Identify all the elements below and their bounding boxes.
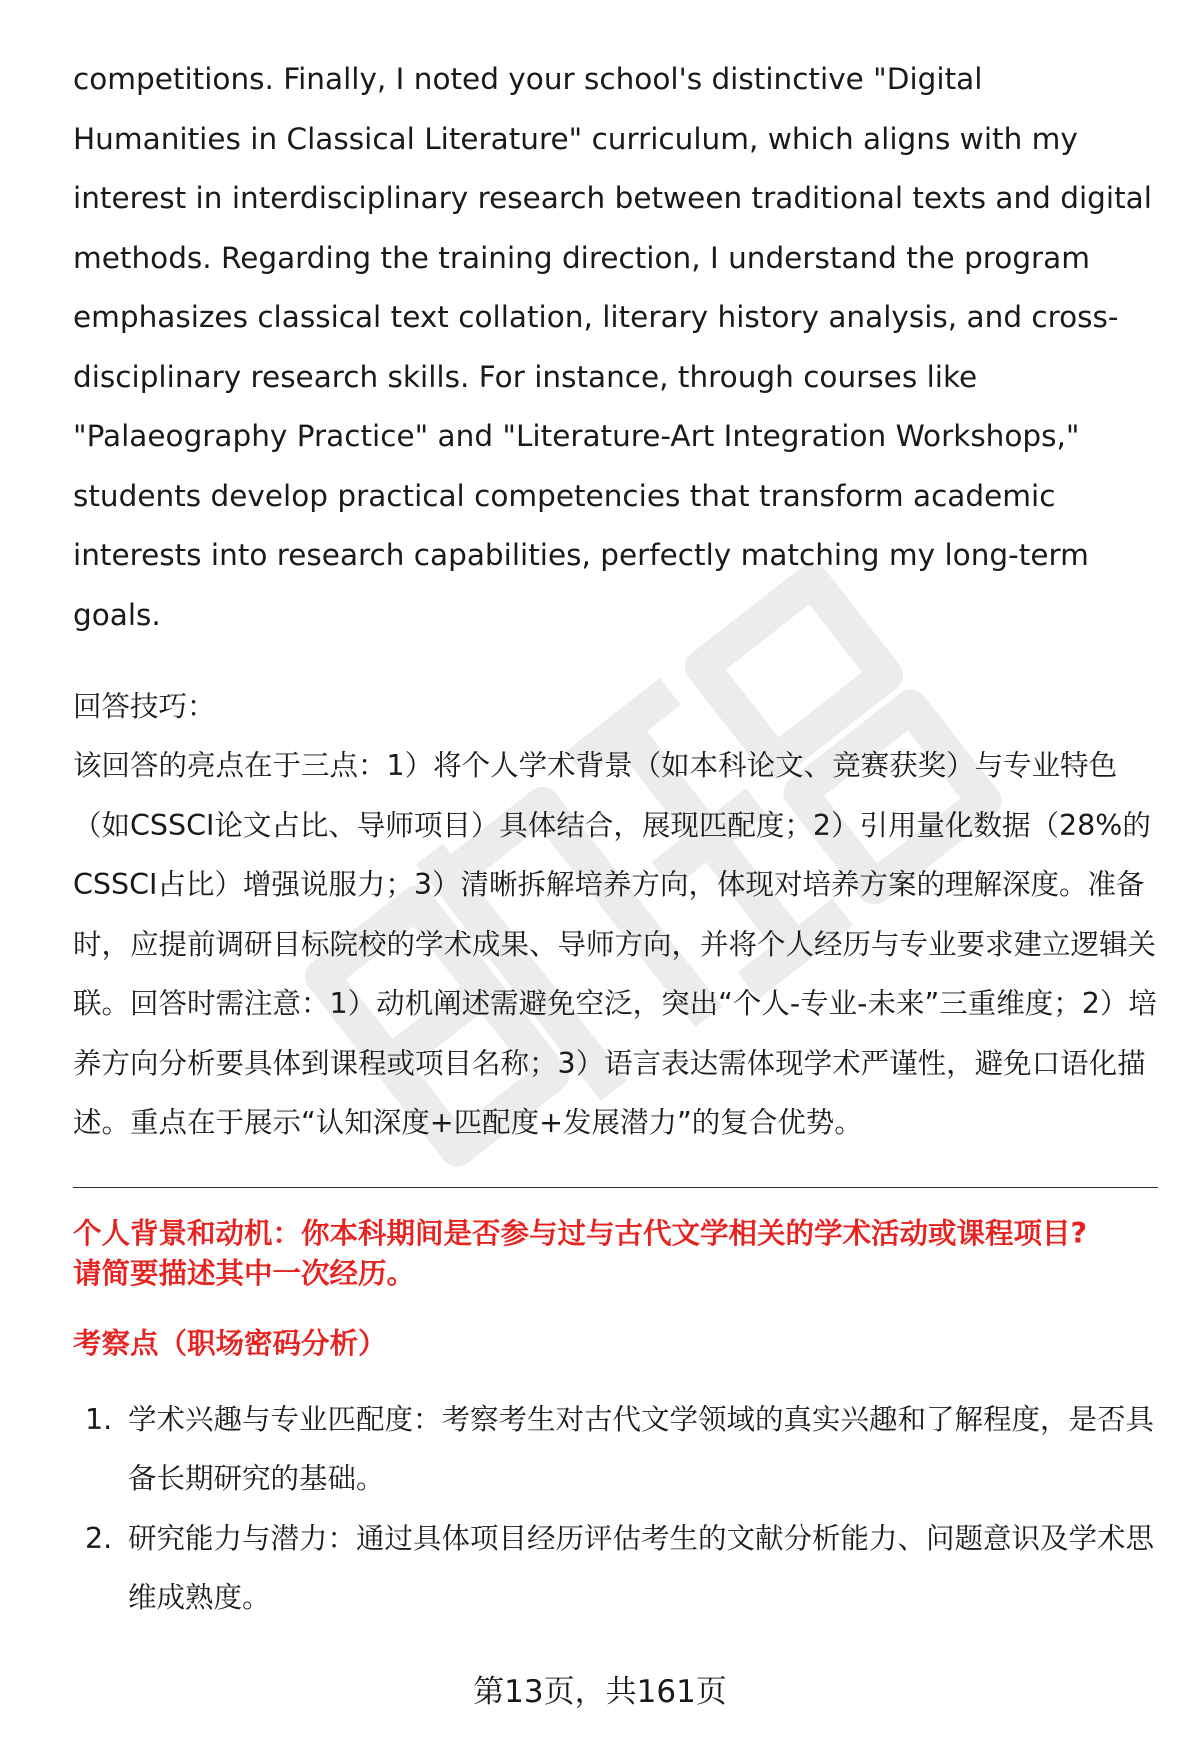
list-item-text: 学术兴趣与专业匹配度：考察考生对古代文学领域的真实兴趣和了解程度，是否具备长期研究的基础。	[128, 1402, 1155, 1495]
answer-tips-body: 该回答的亮点在于三点：1）将个人学术背景（如本科论文、竞赛获奖）与专业特色（如CSSCI论文占比、导师项目）具体结合，展现匹配度；2）引用量化数据（28%的CSSCI占比）增强说服力；3）清晰拆解培养方向，体现对培养方案的理解深度。准备时，应提前调研目标院校的学术成果、导师方向，并将个人经历与专业要求建立逻辑关联。回答时需注意：1）动机阐述需避免空泛，突出“个人-专业-未来”三重维度；2）培养方向分析要具体到课程或项目名称；3）语言表达需体现学术严谨性，避免口语化描述。重点在于展示“认知深度+匹配度+发展潜力”的复合优势。	[73, 749, 1157, 1139]
list-item-number: 2.	[85, 1521, 113, 1555]
english-paragraph: competitions. Finally, I noted your school's distinctive "Digital Humanities in Classical Literature" curriculum, which aligns with my interest in interdisciplinary research between traditional texts and digital methods. Regarding the training direction, I understand the program emphasizes classical text collation, literary history analysis, and cross-disciplinary research skills. For instance, through courses like "Palaeography Practice" and "Literature-Art Integration Workshops," students develop practical competencies that transform academic interests into research capabilities, perfectly matching my long-term goals.	[73, 62, 1152, 632]
page-number-footer: 第13页，共161页	[473, 1674, 727, 1710]
answer-tips-title: 回答技巧：	[73, 690, 216, 723]
document-page	[73, 50, 1158, 1628]
list-item	[73, 1509, 1158, 1628]
list-item	[73, 1390, 1158, 1509]
question-heading	[73, 1214, 1158, 1294]
list-item-number: 1.	[85, 1402, 113, 1436]
question-line-1: 个人背景和动机：你本科期间是否参与过与古代文学相关的学术活动或课程项目?	[73, 1216, 1088, 1250]
analysis-title: 考察点（职场密码分析）	[73, 1326, 387, 1360]
section-divider	[73, 1187, 1158, 1188]
analysis-points	[73, 1390, 1158, 1628]
question-line-2: 请简要描述其中一次经历。	[73, 1256, 416, 1290]
list-item-text: 研究能力与潜力：通过具体项目经历评估考生的文献分析能力、问题意识及学术思维成熟度。	[128, 1521, 1155, 1614]
